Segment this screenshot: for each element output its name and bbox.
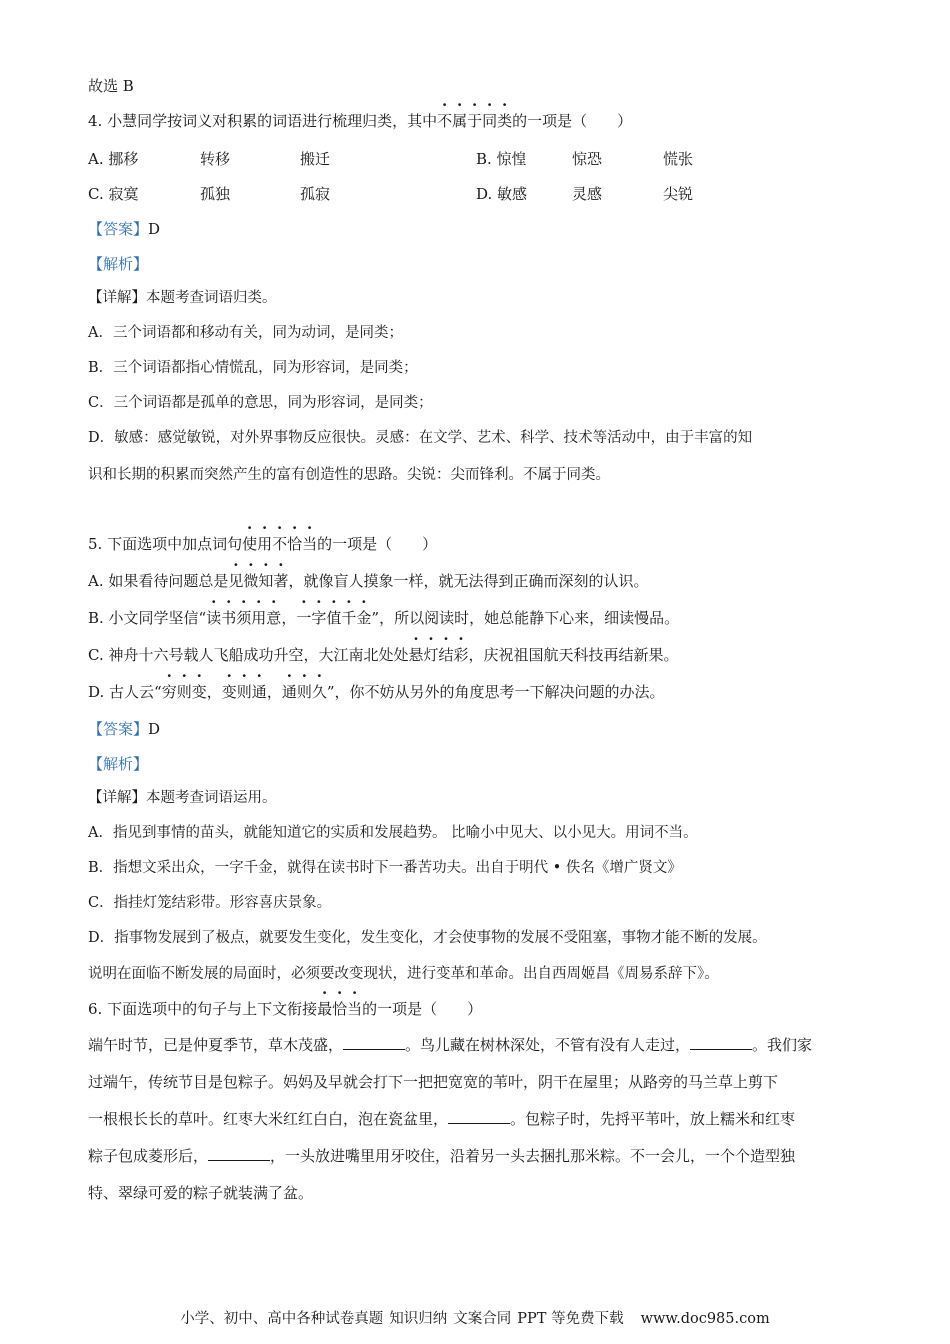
q5-option-a (88, 571, 648, 591)
q4-explain-d-line1: D．敏感：感觉敏锐，对外界事物反应很快。灵感：在文学、艺术、科学、技术等活动中，由于丰富的知 (88, 430, 753, 446)
q4-option-d-word2: 灵感 (572, 185, 603, 203)
q5-b-dot2-4: 金 (356, 609, 372, 627)
footer-text-3: 文案合同 (453, 1311, 512, 1327)
q6-p4b: ，一头放进嘴里用牙咬住，沿着另一头去捆扎那米粽。不一会儿，一个个造型独 (270, 1147, 796, 1165)
q5-d-dot2-1: 则 (236, 683, 252, 701)
q6-stem (88, 999, 482, 1019)
q5-b-mid: ， (281, 609, 297, 627)
q4-dot-1: 属 (452, 112, 468, 130)
q5-d-dot1-2: 变 (191, 683, 207, 701)
q4-stem-pre: 4. 小慧同学按词义对积累的词语进行梳理归类，其中 (88, 112, 438, 130)
q6-dot-2: 当 (347, 1000, 363, 1018)
q5-d-dot1-1: 则 (176, 683, 192, 701)
q4-option-a-word2: 转移 (200, 150, 231, 168)
q5-answer (88, 719, 160, 739)
q4-option-b: B. 惊惶 (476, 150, 527, 168)
q5-stem-pre: 5. 下面选项中加点词句 (88, 535, 243, 553)
q5-explain-c: C．指挂灯笼结彩带。形容喜庆景象。 (88, 895, 332, 911)
q5-dot-1: 用 (257, 535, 273, 553)
q6-p1b: 。鸟儿藏在树林深处，不管有没有人走过， (405, 1036, 691, 1054)
q4-option-b-word3: 慌张 (663, 150, 694, 168)
q5-stem (88, 534, 437, 554)
q4-option-d-word3: 尖锐 (663, 185, 694, 203)
q5-d-dot3-1: 则 (296, 683, 312, 701)
q5-c-dot-0: 悬 (408, 646, 424, 664)
q6-passage-line4 (88, 1146, 795, 1166)
q4-option-c-word3: 孤寂 (300, 185, 331, 203)
q6-blank-4 (208, 1146, 270, 1161)
q4-option-d: D. 敏感 (476, 185, 528, 203)
q5-a-post: ，就像盲人摸象一样，就无法得到正确而深刻的认识。 (288, 572, 649, 590)
q5-a-dot-3: 著 (273, 572, 289, 590)
page-footer (0, 1309, 950, 1329)
q5-d-dot1-0: 穷 (161, 683, 177, 701)
footer-text-2: 知识归纳 (389, 1311, 448, 1327)
q5-a-dot-2: 知 (258, 572, 274, 590)
q4-explain-c: C．三个词语都是孤单的意思，同为形容词，是同类； (88, 395, 433, 411)
q5-c-post: ，庆祝祖国航天科技再结新果。 (468, 646, 679, 664)
q5-c-pre: C. 神舟十六号载人飞船成功升空，大江南北处处 (88, 646, 409, 664)
q5-b-dot1-4: 意 (266, 609, 282, 627)
q3-conclusion: 故选 B (88, 77, 134, 95)
q5-d-dot3-0: 通 (281, 683, 297, 701)
q5-c-dot-2: 结 (438, 646, 454, 664)
q4-dot-0: 不 (437, 112, 453, 130)
q4-option-c: C. 寂寞 (88, 185, 139, 203)
q6-blank-3 (448, 1109, 510, 1124)
q6-p4a: 粽子包成菱形后， (88, 1147, 209, 1165)
q5-explain-a: A．指见到事情的苗头，就能知道它的实质和发展趋势。 比喻小中见大、以小见大。用词不当。 (88, 825, 698, 841)
q5-option-b (88, 608, 679, 628)
q5-a-dot-1: 微 (243, 572, 259, 590)
q5-a-pre: A. 如果看待问题总是 (88, 572, 229, 590)
q5-option-d (88, 682, 665, 702)
q4-option-a: A. 挪移 (88, 150, 139, 168)
q6-p1c: 。我们家 (752, 1036, 813, 1054)
q6-passage-line3 (88, 1109, 795, 1129)
q4-option-a-word3: 搬迁 (300, 150, 331, 168)
q4-option-c-word2: 孤独 (200, 185, 231, 203)
q4-stem-post: 的一项是（ ） (512, 112, 633, 130)
q6-p1a: 端午时节，已是仲夏季节，草木茂盛， (88, 1036, 344, 1054)
q6-dot-1: 恰 (332, 1000, 348, 1018)
q6-passage-line5: 特、翠绿可爱的粽子就装满了盆。 (88, 1184, 314, 1202)
q5-b-dot1-3: 用 (251, 609, 267, 627)
q5-d-comma2: ， (266, 683, 282, 701)
q5-dot-4: 当 (302, 535, 318, 553)
q4-dot-2: 于 (467, 112, 483, 130)
q5-detail-tag: 【详解】 (88, 790, 146, 806)
q5-a-dot-0: 见 (228, 572, 244, 590)
q5-explain-b: B．指想文采出众，一字千金，就得在读书时下一番苦功夫。出自于明代 • 佚名《增广贤文》 (88, 860, 682, 876)
q5-d-pre: D. 古人云“ (88, 683, 162, 701)
q5-d-comma1: ， (206, 683, 222, 701)
q5-explain-d-line2: 说明在面临不断发展的局面时，必须要改变现状，进行变革和革命。出自西周姬昌《周易系辞下》。 (88, 966, 719, 982)
q4-option-b-word2: 惊恐 (572, 150, 603, 168)
q4-analysis-tag: 【解析】 (88, 255, 149, 273)
q4-answer (88, 219, 160, 239)
q5-c-dot-3: 彩 (453, 646, 469, 664)
q4-answer-tag: 【答案】 (88, 220, 149, 238)
q6-blank-1 (343, 1035, 405, 1050)
q5-d-dot2-2: 通 (251, 683, 267, 701)
q5-dot-2: 不 (272, 535, 288, 553)
q4-detail-text: 本题考查词语归类。 (146, 290, 277, 306)
q5-dot-3: 恰 (287, 535, 303, 553)
q5-b-dot2-3: 千 (341, 609, 357, 627)
q4-answer-value: D (148, 220, 161, 238)
q5-answer-tag: 【答案】 (88, 720, 149, 738)
q6-stem-pre: 6. 下面选项中的句子与上下文衔接 (88, 1000, 318, 1018)
q5-b-post: ”，所以阅读时，她总能静下心来，细读慢品。 (371, 609, 680, 627)
q5-dot-0: 使 (242, 535, 258, 553)
q5-stem-post: 的一项是（ ） (317, 535, 438, 553)
q5-option-c (88, 645, 679, 665)
q4-explain-b: B．三个词语都指心情慌乱，同为形容词，是同类； (88, 360, 418, 376)
q5-d-dot2-0: 变 (221, 683, 237, 701)
q5-b-dot2-2: 值 (326, 609, 342, 627)
q6-blank-2 (690, 1035, 752, 1050)
q5-b-pre: B. 小文同学坚信“ (88, 609, 207, 627)
q6-passage-line1 (88, 1035, 812, 1055)
q4-explain-d-line2: 识和长期的积累而突然产生的富有创造性的思路。尖锐：尖而锋利。不属于同类。 (88, 467, 610, 483)
q5-d-dot3-2: 久 (311, 683, 327, 701)
q4-explain-a: A．三个词语都和移动有关，同为动词，是同类； (88, 325, 403, 341)
footer-text-4: PPT 等免费下载 (517, 1311, 624, 1327)
q4-dot-4: 类 (497, 112, 513, 130)
q5-analysis-tag: 【解析】 (88, 755, 149, 773)
q4-detail-tag: 【详解】 (88, 290, 146, 306)
q4-detail (88, 288, 277, 308)
q6-passage-line2: 过端午，传统节目是包粽子。妈妈及早就会打下一把把宽宽的苇叶，阴干在屋里；从路旁的马兰草上剪下 (88, 1073, 779, 1091)
q4-stem (88, 111, 632, 131)
q5-b-dot1-1: 书 (221, 609, 237, 627)
q6-p3b: 。包粽子时，先捋平苇叶，放上糯米和红枣 (510, 1110, 796, 1128)
q5-d-post: ”，你不妨从另外的角度思考一下解决问题的办法。 (326, 683, 665, 701)
q6-stem-post: 的一项是（ ） (362, 1000, 483, 1018)
q4-dot-3: 同 (482, 112, 498, 130)
q5-c-dot-1: 灯 (423, 646, 439, 664)
q5-answer-value: D (148, 720, 161, 738)
q5-b-dot2-0: 一 (296, 609, 312, 627)
q5-explain-d-line1: D．指事物发展到了极点，就要发生变化，发生变化，才会使事物的发展不受阻塞，事物才能不断的发展。 (88, 930, 767, 946)
q5-b-dot2-1: 字 (311, 609, 327, 627)
q5-detail-text: 本题考查词语运用。 (146, 790, 277, 806)
q5-b-dot1-2: 须 (236, 609, 252, 627)
q6-dot-0: 最 (317, 1000, 333, 1018)
footer-website-link[interactable]: www.doc985.com (640, 1311, 770, 1327)
q5-b-dot1-0: 读 (206, 609, 222, 627)
q6-p3a: 一根根长长的草叶。红枣大米红红白白，泡在瓷盆里， (88, 1110, 449, 1128)
footer-text-1: 小学、初中、高中各种试卷真题 (180, 1311, 384, 1327)
q5-detail (88, 788, 277, 808)
